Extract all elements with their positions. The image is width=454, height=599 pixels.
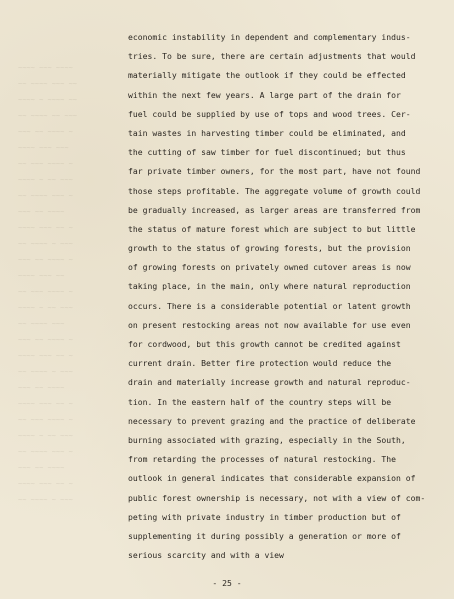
text-line: outlook in general indicates that considerable expansion of xyxy=(128,473,416,484)
text-line: necessary to prevent grazing and the practice of deliberate xyxy=(128,415,416,426)
text-line: tion. In the eastern half of the country steps will be xyxy=(128,396,392,407)
text-line: peting with private industry in timber production but of xyxy=(128,511,401,522)
text-line: the status of mature forest which are subject to but little xyxy=(128,223,416,234)
text-line: far private timber owners, for the most part, have not found xyxy=(128,166,421,177)
show-through-text: ~~~~ ~~~ ~~~~ ~~ ~~~~ ~~~ ~~ ~~~~ ~ ~~~~ ~~ ~~ ~~~~ ~~ ~~~ ~~~ ~~ ~~~~ ~ ~~~~ ~~~ ~~~ ~~ ~~~ ~~~~ ~ ~~~~ ~ ~~ ~~~ ~~ ~~~~ ~~~ ~ ~~~ ~~ ~~~~ ~~~~ ~~~ ~~ ~ ~~ ~~~~ ~ ~~~ ~~~ ~~ ~~~~ ~ ~~~~ ~~~ ~~ ~~ ~~~ ~~~~ ~ ~~~~ ~ ~~ ~~~ ~~ ~~~~ ~~~ ~~~ ~~ ~~~~ ~ ~~~~ ~~~ ~~ ~ ~~ ~~~~ ~ ~~~ ~~~ ~~ ~~~~ ~~~~ ~~~ ~~ ~ ~~ ~~~ ~~~~ ~ ~~~~ ~ ~~ ~~~ ~~ ~~~~ ~~~ ~ ~~~ ~~ ~~~~ ~~~~ ~~~ ~~ ~ ~~ ~~~~ ~ ~~~ xyxy=(18,64,78,504)
text-line: materially mitigate the outlook if they could be effected xyxy=(128,70,406,81)
text-line: fuel could be supplied by use of tops and wood trees. Cer- xyxy=(128,108,411,119)
text-line: public forest ownership is necessary, not with a view of com- xyxy=(128,492,426,503)
text-line: tain wastes in harvesting timber could be eliminated, and xyxy=(128,127,406,138)
text-line: for cordwood, but this growth cannot be credited against xyxy=(128,339,401,349)
page-number: - 25 - xyxy=(212,578,242,588)
text-line: tries. To be sure, there are certain adjustments that would xyxy=(128,51,416,62)
text-line: current drain. Better fire protection would reduce the xyxy=(128,358,392,369)
text-line: of growing forests on privately owned cutover areas is now xyxy=(128,262,411,273)
text-line: those steps profitable. The aggregate volume of growth could xyxy=(128,185,421,196)
text-line: economic instability in dependent and complementary indus- xyxy=(128,32,411,42)
text-line: from retarding the processes of natural restocking. The xyxy=(128,454,397,465)
text-line: burning associated with grazing, especially in the South, xyxy=(128,434,406,445)
text-line: the cutting of saw timber for fuel discontinued; but thus xyxy=(128,147,406,158)
text-line: occurs. There is a considerable potential or latent growth xyxy=(128,300,411,311)
text-line: on present restocking areas not now available for use even xyxy=(128,319,411,330)
text-line: be gradually increased, as larger areas are transferred from xyxy=(128,204,421,215)
text-line: taking place, in the main, only where natural reproduction xyxy=(128,281,411,292)
body-text xyxy=(128,28,434,565)
text-line: serious scarcity and with a view xyxy=(128,550,284,561)
text-line: supplementing it during possibly a generation or more of xyxy=(128,530,401,541)
text-line: growth to the status of growing forests, but the provision xyxy=(128,243,411,254)
text-line: within the next few years. A large part of the drain for xyxy=(128,89,401,100)
text-line: drain and materially increase growth and natural reproduc- xyxy=(128,377,411,388)
